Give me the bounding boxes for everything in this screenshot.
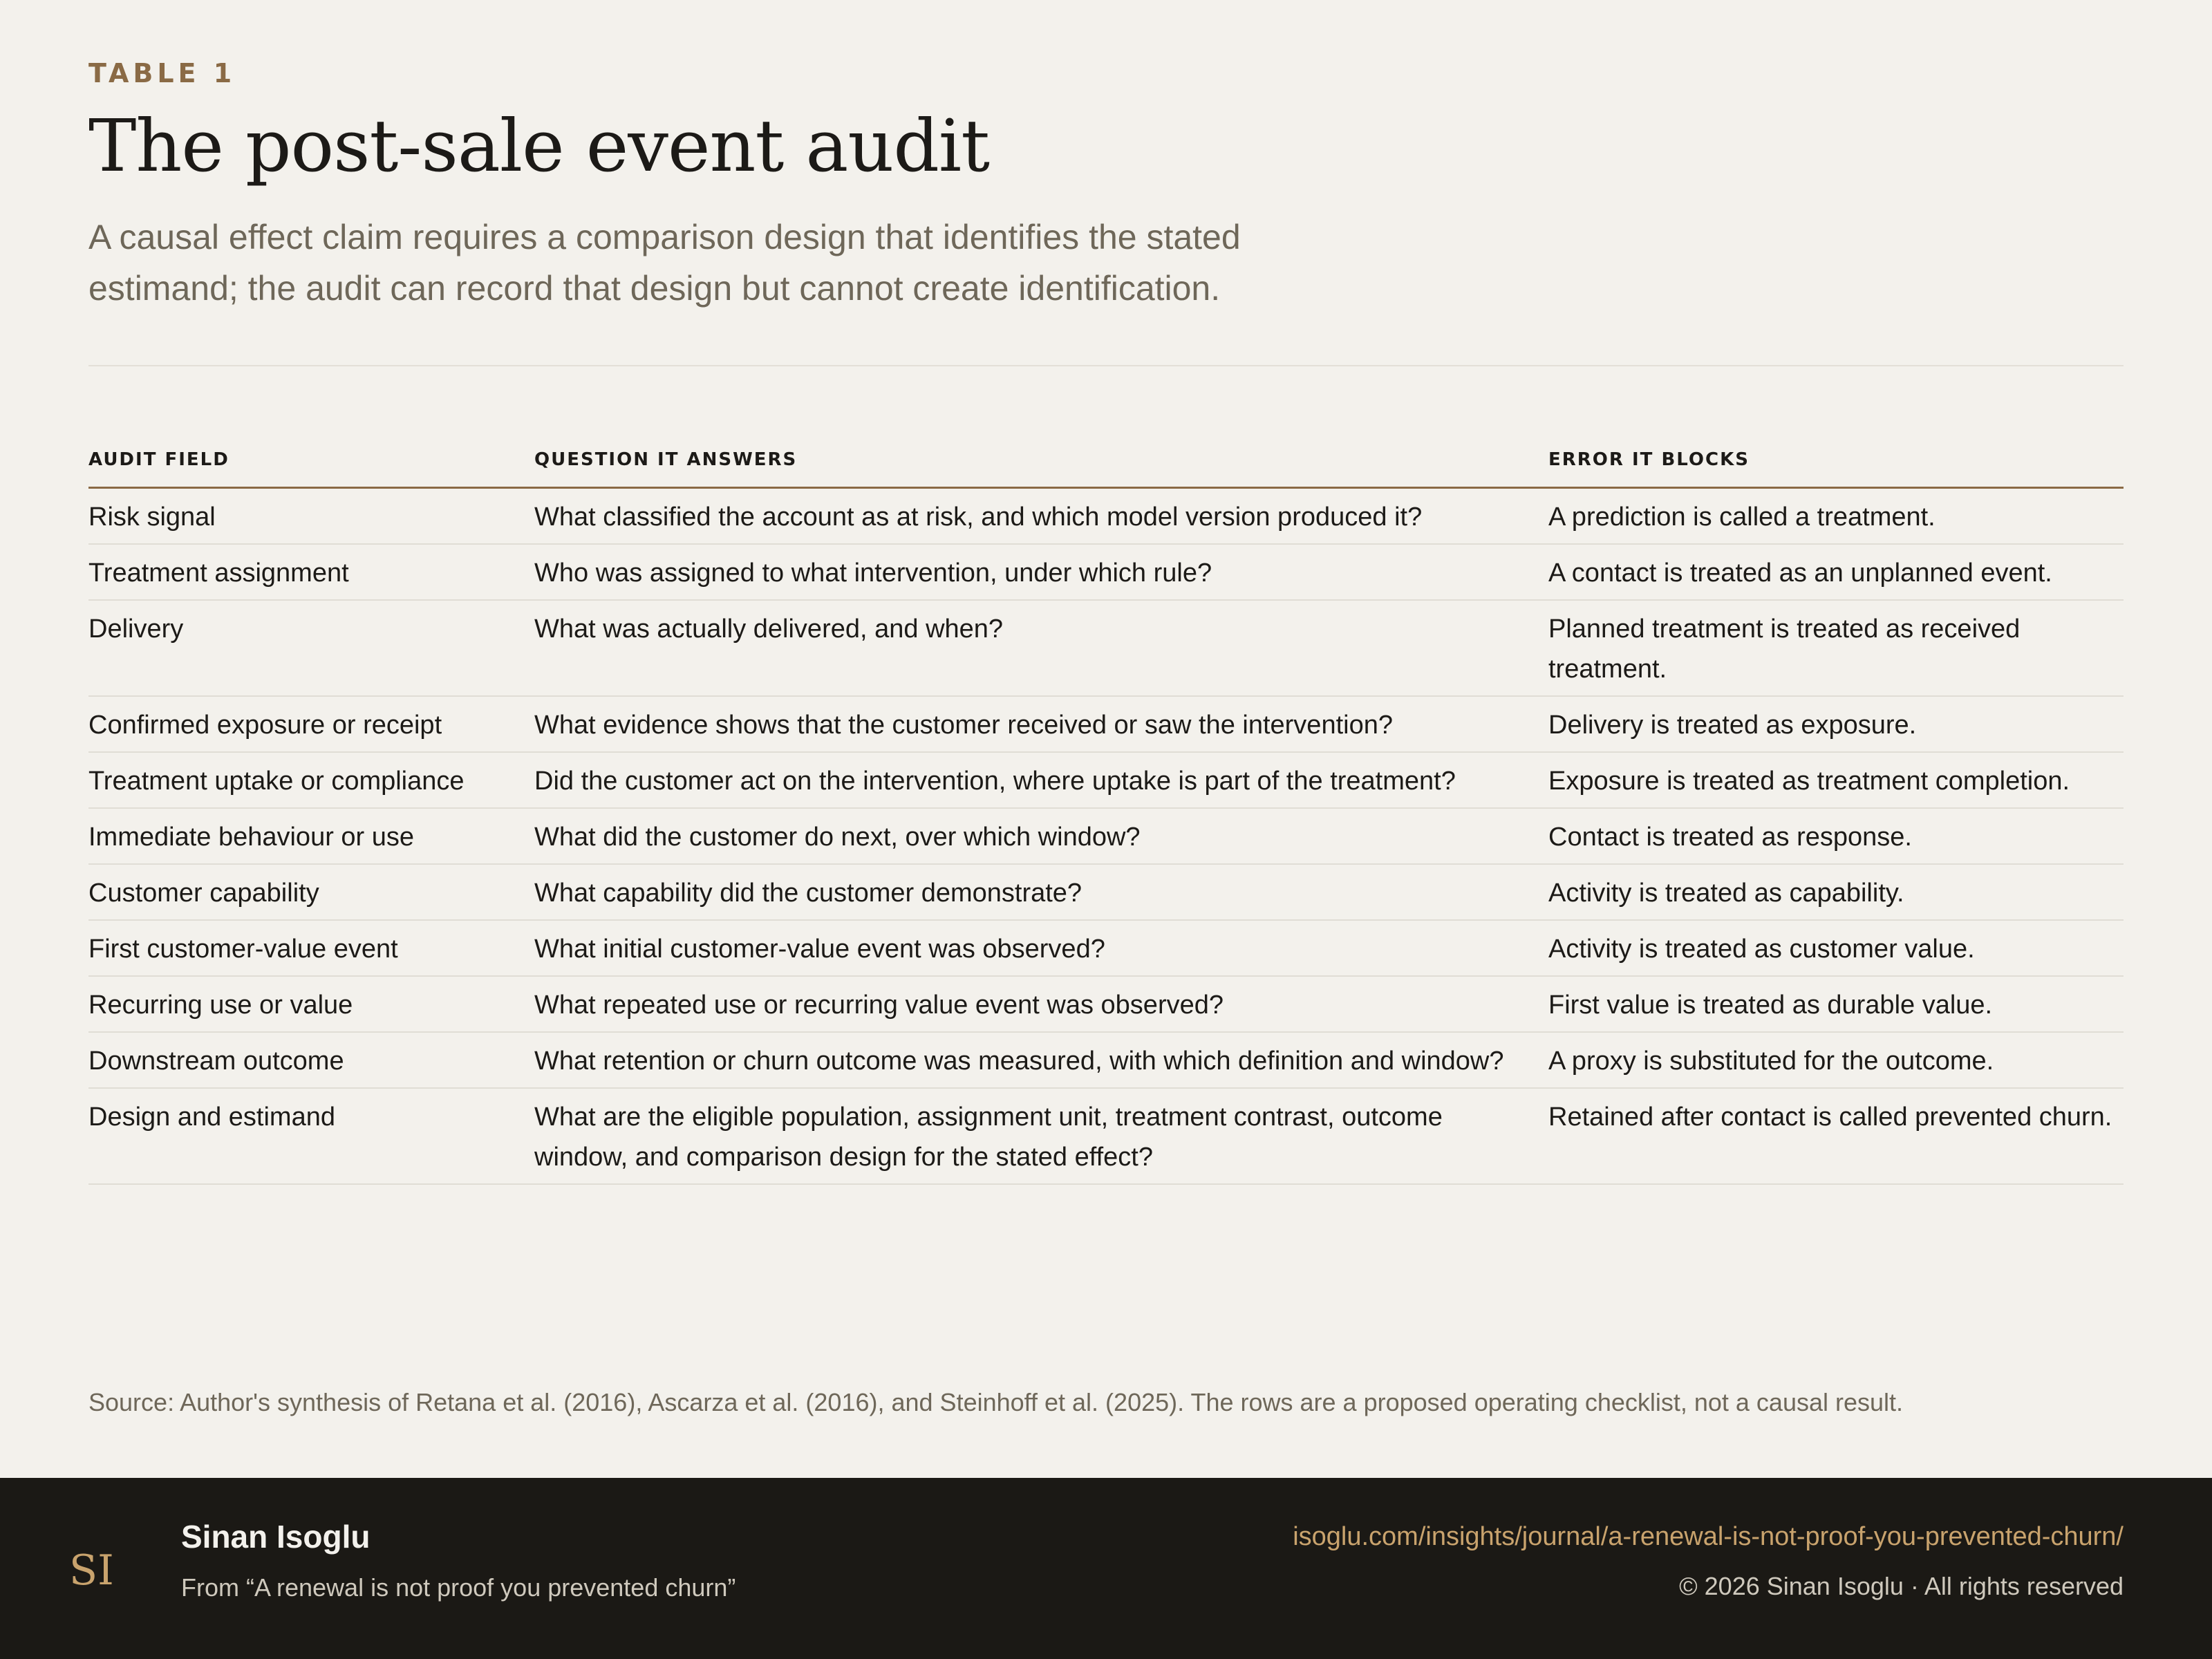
table-row bbox=[88, 808, 2124, 864]
cell-audit-field: Treatment uptake or compliance bbox=[88, 752, 534, 808]
cell-question: What classified the account as at risk, and which model version produced it? bbox=[534, 488, 1548, 545]
cell-error: A proxy is substituted for the outcome. bbox=[1548, 1032, 2124, 1088]
cell-audit-field: Risk signal bbox=[88, 488, 534, 545]
table-row bbox=[88, 976, 2124, 1032]
table-row bbox=[88, 1032, 2124, 1088]
cell-audit-field: Downstream outcome bbox=[88, 1032, 534, 1088]
cell-audit-field: Recurring use or value bbox=[88, 976, 534, 1032]
cell-error: Delivery is treated as exposure. bbox=[1548, 696, 2124, 752]
cell-question: Who was assigned to what intervention, under which rule? bbox=[534, 544, 1548, 600]
page-footer bbox=[0, 1478, 2212, 1659]
cell-error: Retained after contact is called prevented churn. bbox=[1548, 1088, 2124, 1184]
header-divider bbox=[88, 365, 2124, 366]
cell-error: Planned treatment is treated as received treatment. bbox=[1548, 600, 2124, 696]
cell-question: What retention or churn outcome was measured, with which definition and window? bbox=[534, 1032, 1548, 1088]
cell-audit-field: Delivery bbox=[88, 600, 534, 696]
cell-error: Activity is treated as capability. bbox=[1548, 864, 2124, 920]
table-eyebrow: TABLE 1 bbox=[88, 58, 236, 88]
table-row bbox=[88, 864, 2124, 920]
cell-question: What evidence shows that the customer received or saw the intervention? bbox=[534, 696, 1548, 752]
cell-audit-field: Design and estimand bbox=[88, 1088, 534, 1184]
source-note: Source: Author's synthesis of Retana et al. (2016), Ascarza et al. (2016), and Steinhoff et al. (2025). The rows are a proposed operating checklist, not a causal result. bbox=[88, 1388, 1904, 1416]
table-row bbox=[88, 920, 2124, 976]
cell-audit-field: Confirmed exposure or receipt bbox=[88, 696, 534, 752]
column-header-audit-field: AUDIT FIELD bbox=[88, 449, 534, 488]
author-name: Sinan Isoglu bbox=[181, 1519, 371, 1555]
cell-error: Activity is treated as customer value. bbox=[1548, 920, 2124, 976]
cell-audit-field: First customer-value event bbox=[88, 920, 534, 976]
cell-question: What was actually delivered, and when? bbox=[534, 600, 1548, 696]
page-title: The post-sale event audit bbox=[88, 104, 989, 188]
cell-error: First value is treated as durable value. bbox=[1548, 976, 2124, 1032]
cell-question: What are the eligible population, assignment unit, treatment contrast, outcome window, and comparison design for the stated effect? bbox=[534, 1088, 1548, 1184]
cell-error: A contact is treated as an unplanned event. bbox=[1548, 544, 2124, 600]
cell-audit-field: Immediate behaviour or use bbox=[88, 808, 534, 864]
cell-error: Contact is treated as response. bbox=[1548, 808, 2124, 864]
copyright-notice: © 2026 Sinan Isoglu · All rights reserved bbox=[1679, 1572, 2124, 1600]
cell-question: What did the customer do next, over which window? bbox=[534, 808, 1548, 864]
cell-audit-field: Customer capability bbox=[88, 864, 534, 920]
column-header-error: ERROR IT BLOCKS bbox=[1548, 449, 2124, 488]
table-row bbox=[88, 488, 2124, 545]
column-header-question: QUESTION IT ANSWERS bbox=[534, 449, 1548, 488]
monogram-logo-icon bbox=[65, 1541, 120, 1597]
audit-table bbox=[88, 449, 2124, 1185]
cell-error: A prediction is called a treatment. bbox=[1548, 488, 2124, 545]
cell-question: What initial customer-value event was observed? bbox=[534, 920, 1548, 976]
article-reference: From “A renewal is not proof you prevented churn” bbox=[181, 1573, 736, 1602]
svg-text:SI: SI bbox=[69, 1546, 114, 1595]
table-row bbox=[88, 544, 2124, 600]
cell-error: Exposure is treated as treatment completion. bbox=[1548, 752, 2124, 808]
page-subtitle: A causal effect claim requires a comparison design that identifies the stated estimand; the audit can record that design but cannot create identification. bbox=[88, 218, 1241, 308]
cell-question: Did the customer act on the intervention, where uptake is part of the treatment? bbox=[534, 752, 1548, 808]
table-row bbox=[88, 1088, 2124, 1184]
table-header-row bbox=[88, 449, 2124, 488]
cell-question: What repeated use or recurring value event was observed? bbox=[534, 976, 1548, 1032]
article-link[interactable]: isoglu.com/insights/journal/a-renewal-is-not-proof-you-prevented-churn/ bbox=[1293, 1522, 2124, 1551]
table-row bbox=[88, 696, 2124, 752]
cell-audit-field: Treatment assignment bbox=[88, 544, 534, 600]
table-row bbox=[88, 752, 2124, 808]
cell-question: What capability did the customer demonstrate? bbox=[534, 864, 1548, 920]
table-row bbox=[88, 600, 2124, 696]
